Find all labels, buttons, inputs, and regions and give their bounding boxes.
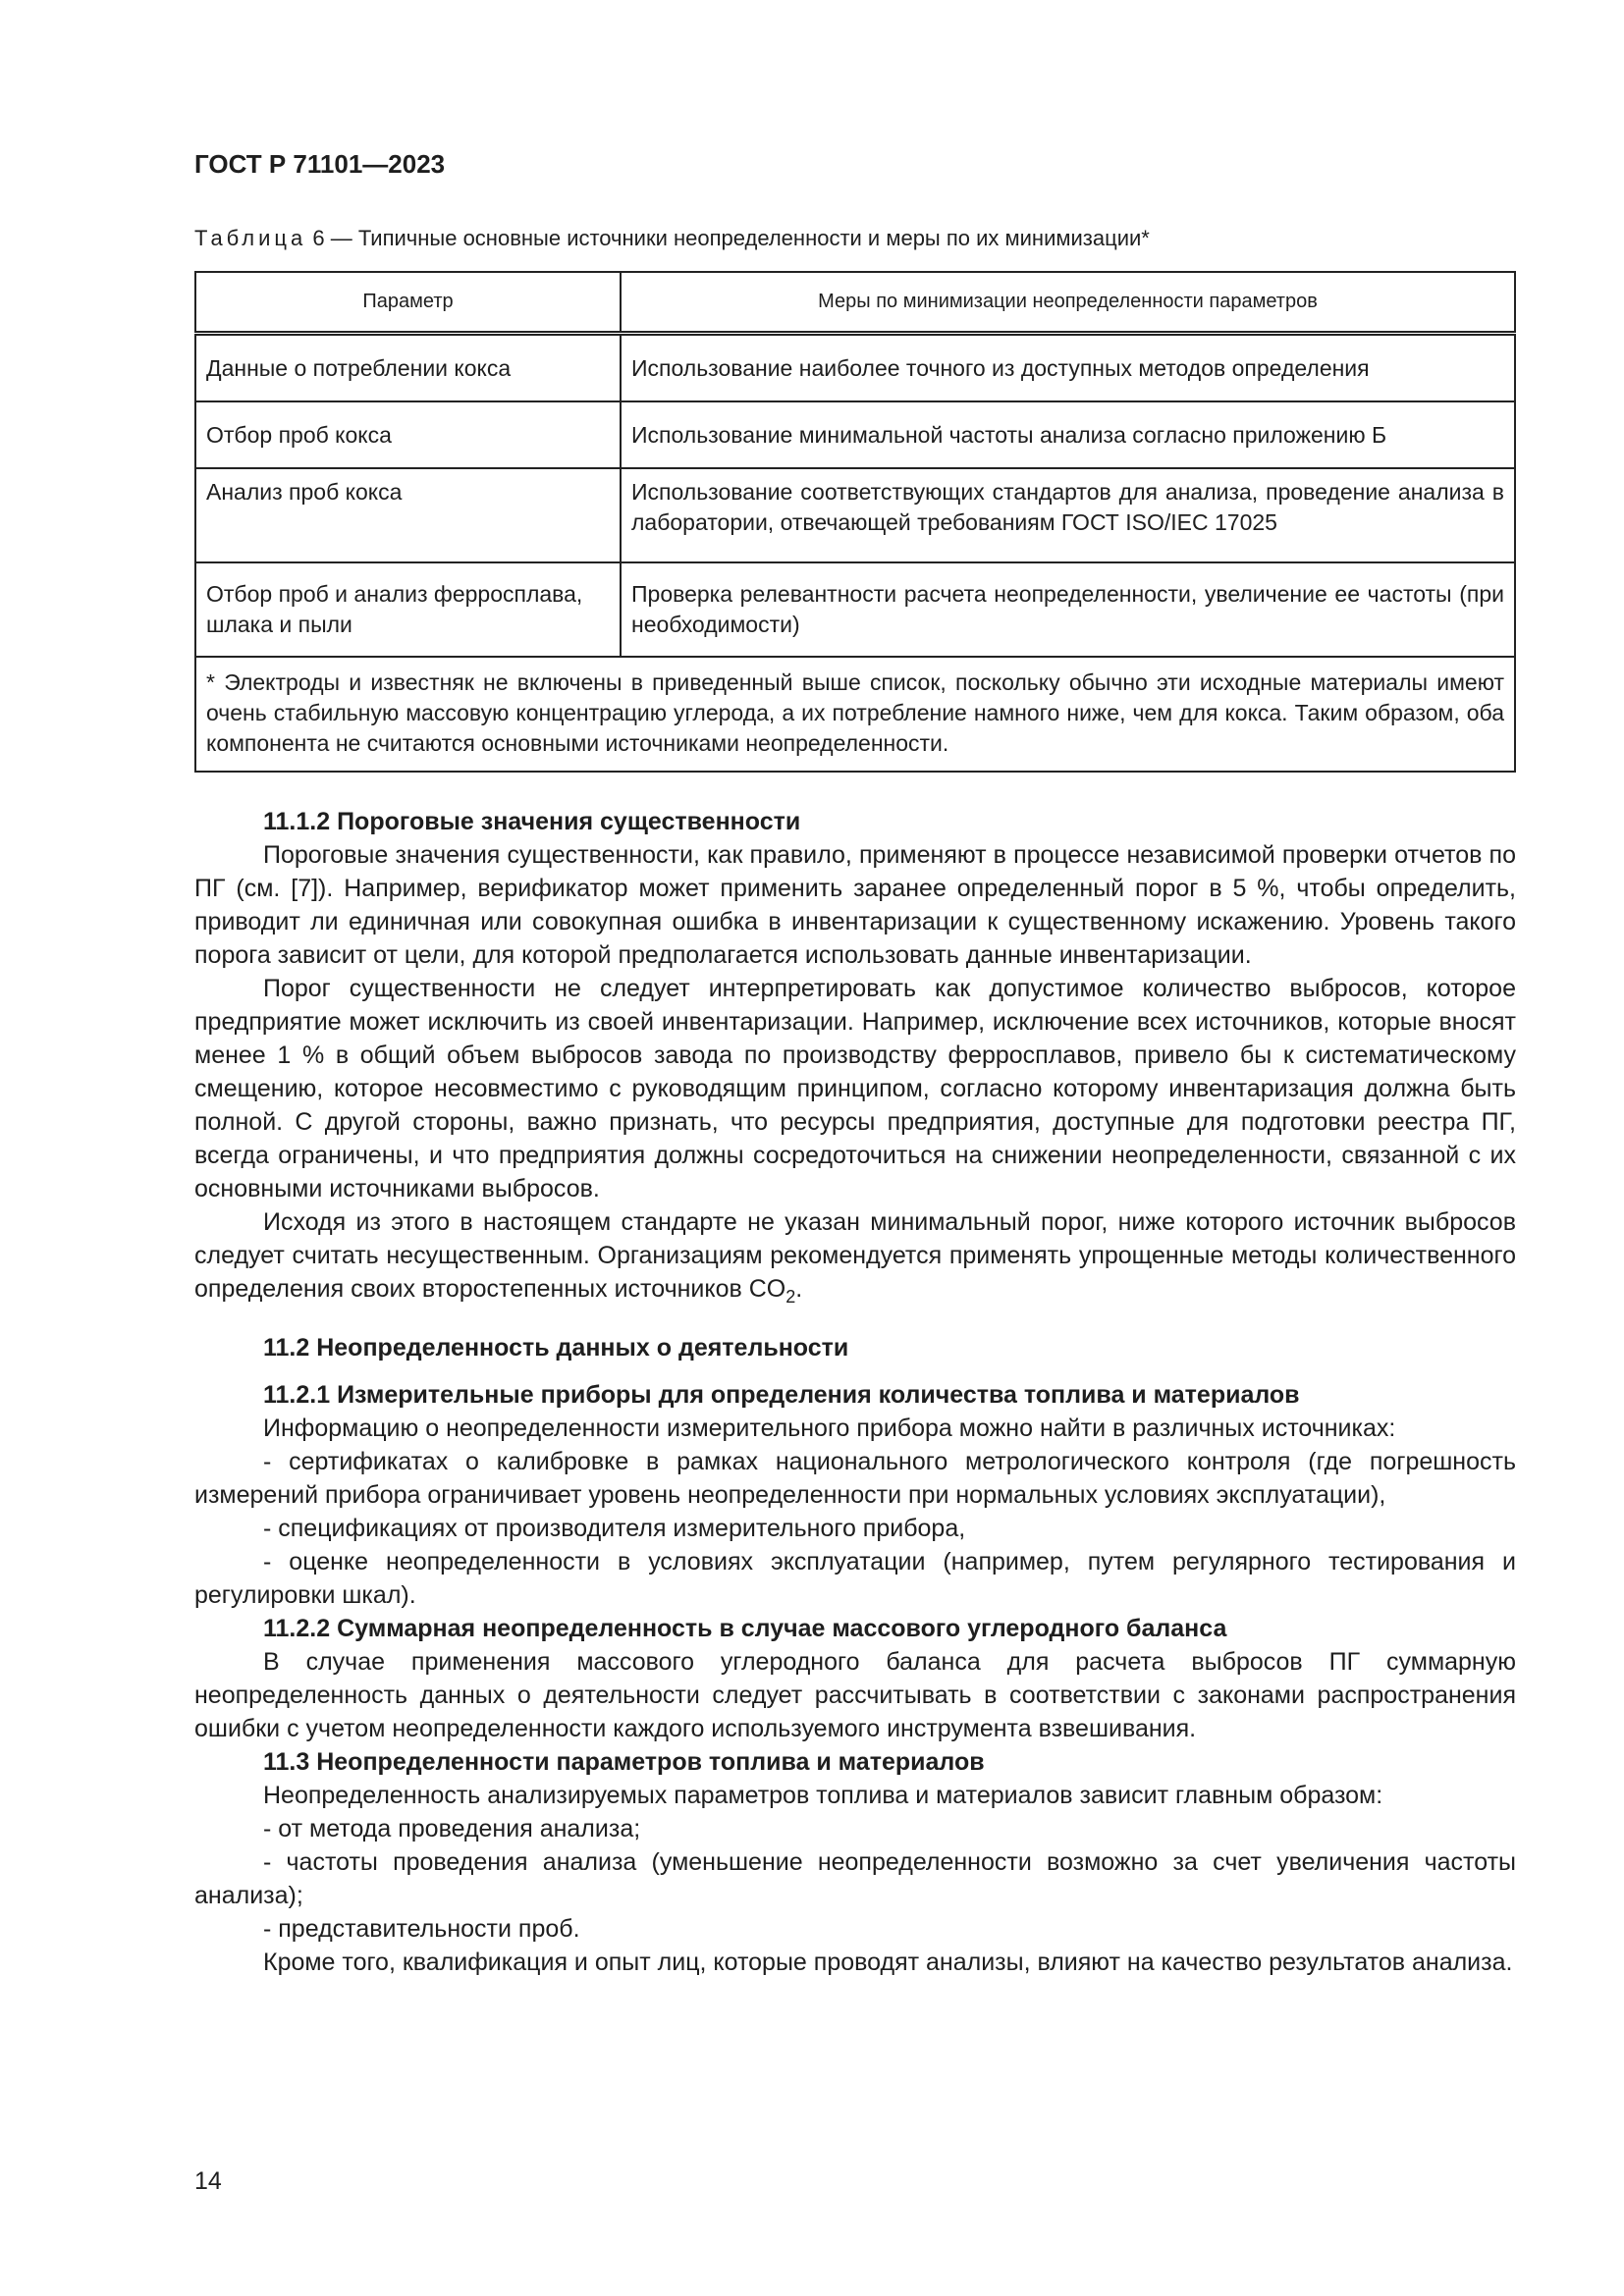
table-caption-label: Таблица <box>194 226 307 250</box>
table-row <box>195 468 1515 562</box>
list-item: - сертификатах о калибровке в рамках национального метрологического контроля (где погрешность измерений прибора ограничивает уровень неопределенности при нормальных условиях эксплуатации), <box>194 1448 1516 1509</box>
table-caption-text: 6 — Типичные основные источники неопределенности и меры по их минимизации* <box>306 226 1150 250</box>
section-heading-11-3: 11.3 Неопределенности параметров топлива и материалов <box>263 1748 985 1776</box>
measure-cell: Использование наиболее точного из доступных методов определения <box>621 334 1515 402</box>
paragraph: Кроме того, квалификация и опыт лиц, которые проводят анализы, влияют на качество результатов анализа. <box>263 1949 1513 1976</box>
paragraph: Пороговые значения существенности, как правило, применяют в процессе независимой проверки отчетов по ПГ (см. [7]). Например, верификатор может применить заранее определенный порог в 5 %, чтобы определить, приводит ли единичная или совокупная ошибка в инвентаризации к существенному искажению. Уровень такого порога зависит от цели, для которой предполагается использовать данные инвентаризации. <box>194 841 1516 969</box>
column-header-parameter: Параметр <box>195 272 621 334</box>
paragraph <box>194 1205 1516 1313</box>
list-item: - представительности проб. <box>263 1915 580 1943</box>
page-number: 14 <box>194 2167 222 2195</box>
table-footnote: * Электроды и известняк не включены в приведенный выше список, поскольку обычно эти исходные материалы имеют очень стабильную массовую концентрацию углерода, а их потребление намного ниже, чем для кокса. Таким образом, оба компонента не считаются основными источниками неопределенности. <box>195 657 1515 772</box>
table-row <box>195 334 1515 402</box>
list-item: - от метода проведения анализа; <box>263 1815 641 1842</box>
section-heading-11-2-2: 11.2.2 Суммарная неопределенность в случае массового углеродного баланса <box>263 1615 1227 1642</box>
paragraph: Информацию о неопределенности измерительного прибора можно найти в различных источниках: <box>263 1415 1396 1442</box>
section-heading-11-2-1: 11.2.1 Измерительные приборы для определения количества топлива и материалов <box>263 1381 1300 1409</box>
list-item: - частоты проведения анализа (уменьшение неопределенности возможно за счет увеличения частоты анализа); <box>194 1848 1516 1909</box>
table-row <box>195 401 1515 468</box>
paragraph: Неопределенность анализируемых параметров топлива и материалов зависит главным образом: <box>263 1782 1383 1809</box>
paragraph-end: . <box>795 1275 803 1303</box>
uncertainty-sources-table <box>194 271 1516 773</box>
table-footnote-row <box>195 657 1515 772</box>
table-caption <box>194 226 1150 251</box>
measure-cell: Использование минимальной частоты анализа согласно приложению Б <box>621 401 1515 468</box>
measure-cell: Проверка релевантности расчета неопределенности, увеличение ее частоты (при необходимости) <box>621 562 1515 657</box>
section-heading-11-1-2: 11.1.2 Пороговые значения существенности <box>263 808 801 835</box>
section-heading-11-2: 11.2 Неопределенность данных о деятельности <box>263 1334 849 1362</box>
paragraph: В случае применения массового углеродного баланса для расчета выбросов ПГ суммарную неопределенность данных о деятельности следует рассчитывать в соответствии с законами распространения ошибки с учетом неопределенности каждого используемого инструмента взвешивания. <box>194 1648 1516 1742</box>
column-header-measures: Меры по минимизации неопределенности параметров <box>621 272 1515 334</box>
document-title: ГОСТ Р 71101—2023 <box>194 149 446 179</box>
table-row <box>195 562 1515 657</box>
parameter-cell: Отбор проб и анализ ферросплава, шлака и пыли <box>195 562 621 657</box>
parameter-cell: Отбор проб кокса <box>195 401 621 468</box>
table-header-row <box>195 272 1515 334</box>
parameter-cell: Данные о потреблении кокса <box>195 334 621 402</box>
body-text <box>194 805 1516 1979</box>
list-item: - оценке неопределенности в условиях эксплуатации (например, путем регулярного тестирования и регулировки шкал). <box>194 1548 1516 1609</box>
measure-cell: Использование соответствующих стандартов для анализа, проведение анализа в лаборатории, отвечающей требованиям ГОСТ ISO/IEC 17025 <box>621 468 1515 562</box>
list-item: - спецификациях от производителя измерительного прибора, <box>263 1515 966 1542</box>
paragraph: Порог существенности не следует интерпретировать как допустимое количество выбросов, которое предприятие может исключить из своей инвентаризации. Например, исключение всех источников, которые вносят менее 1 % в общий объем выбросов завода по производству ферросплавов, привело бы к систематическому смещению, которое несовместимо с руководящим принципом, согласно которому инвентаризация должна быть полной. С другой стороны, важно признать, что ресурсы предприятия, доступные для подготовки реестра ПГ, всегда ограничены, и что предприятия должны сосредоточиться на снижении неопределенности, связанной с их основными источниками выбросов. <box>194 975 1516 1202</box>
subscript: 2 <box>785 1287 796 1307</box>
parameter-cell: Анализ проб кокса <box>195 468 621 562</box>
paragraph-text: Исходя из этого в настоящем стандарте не указан минимальный порог, ниже которого источник выбросов следует считать несущественным. Организациям рекомендуется применять упрощенные методы количественного определения своих второстепенных источников CO <box>194 1208 1516 1303</box>
